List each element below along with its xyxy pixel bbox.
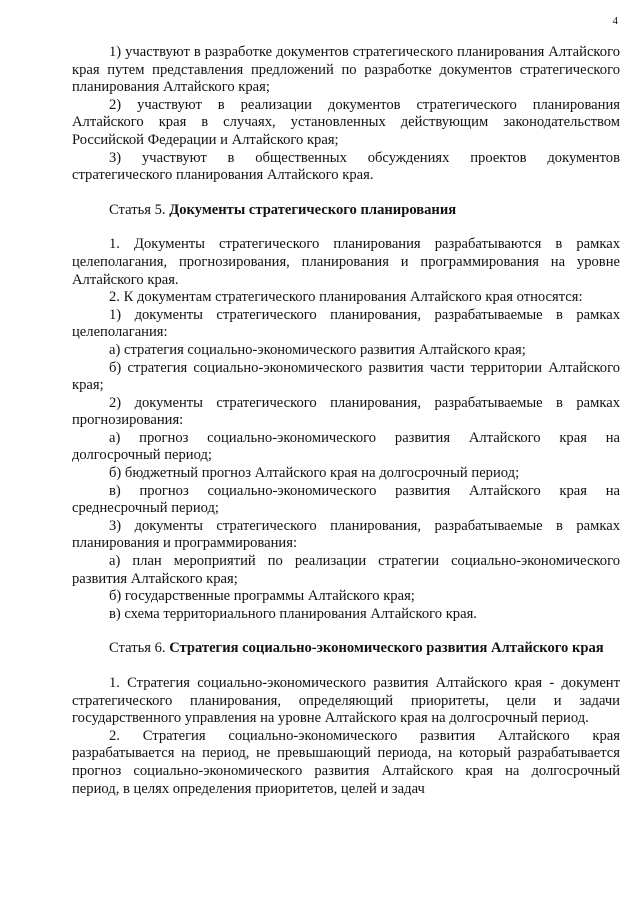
paragraph: 1. Документы стратегического планирования разрабатываются в рамках целеполагания, прогнозирования, планирования и программирования на уровне Алтайского края. [72, 236, 620, 288]
paragraph: 2) участвуют в реализации документов стратегического планирования Алтайского края в случаях, установленных действующим законодательством Российской Федерации и Алтайского края; [72, 96, 620, 148]
paragraph: 3) участвуют в общественных обсуждениях проектов документов стратегического планирования Алтайского края. [72, 149, 620, 184]
paragraph: а) план мероприятий по реализации стратегии социально-экономического развития Алтайского края; [72, 553, 620, 587]
article-number: Статья 5. [109, 201, 170, 218]
paragraph: б) бюджетный прогноз Алтайского края на долгосрочный период; [109, 465, 520, 482]
paragraph: а) стратегия социально-экономического развития Алтайского края; [109, 341, 526, 358]
article-heading [72, 640, 620, 658]
document-body [72, 44, 620, 798]
article-title: Стратегия социально-экономического развития Алтайского края [169, 640, 604, 657]
paragraph: в) прогноз социально-экономического развития Алтайского края на среднесрочный период; [72, 482, 620, 517]
paragraph: 1. Стратегия социально-экономического развития Алтайского края - документ стратегического планирования, определяющий приоритеты, цели и задачи государственного управления на уровне Алтайского края на долгосрочный период. [72, 675, 620, 727]
paragraph: 1) документы стратегического планирования, разрабатываемые в рамках целеполагания: [72, 306, 620, 341]
article-heading [72, 202, 620, 220]
article-number: Статья 6. [109, 640, 170, 657]
article-title: Документы стратегического планирования [169, 201, 457, 218]
paragraph: 2. К документам стратегического планирования Алтайского края относятся: [109, 289, 583, 306]
paragraph: в) схема территориального планирования Алтайского края. [109, 605, 477, 622]
paragraph: 2. Стратегия социально-экономического развития Алтайского края разрабатывается на период, не превышающий периода, на который разрабатывается прогноз социально-экономического развития Алтайского края на долгосрочный период, в целях определения приоритетов, целей и задач [72, 727, 620, 797]
paragraph: б) государственные программы Алтайского края; [109, 588, 415, 605]
paragraph: б) стратегия социально-экономического развития части территории Алтайского края; [72, 359, 620, 394]
paragraph: а) прогноз социально-экономического развития Алтайского края на долгосрочный период; [72, 429, 620, 464]
paragraph: 3) документы стратегического планирования, разрабатываемые в рамках планирования и программирования: [72, 517, 620, 552]
paragraph: 1) участвуют в разработке документов стратегического планирования Алтайского края путем представления предложений по разработке документов стратегического планирования Алтайского края; [72, 44, 620, 96]
paragraph: 2) документы стратегического планирования, разрабатываемые в рамках прогнозирования: [72, 394, 620, 429]
page-number: 4 [612, 15, 618, 27]
